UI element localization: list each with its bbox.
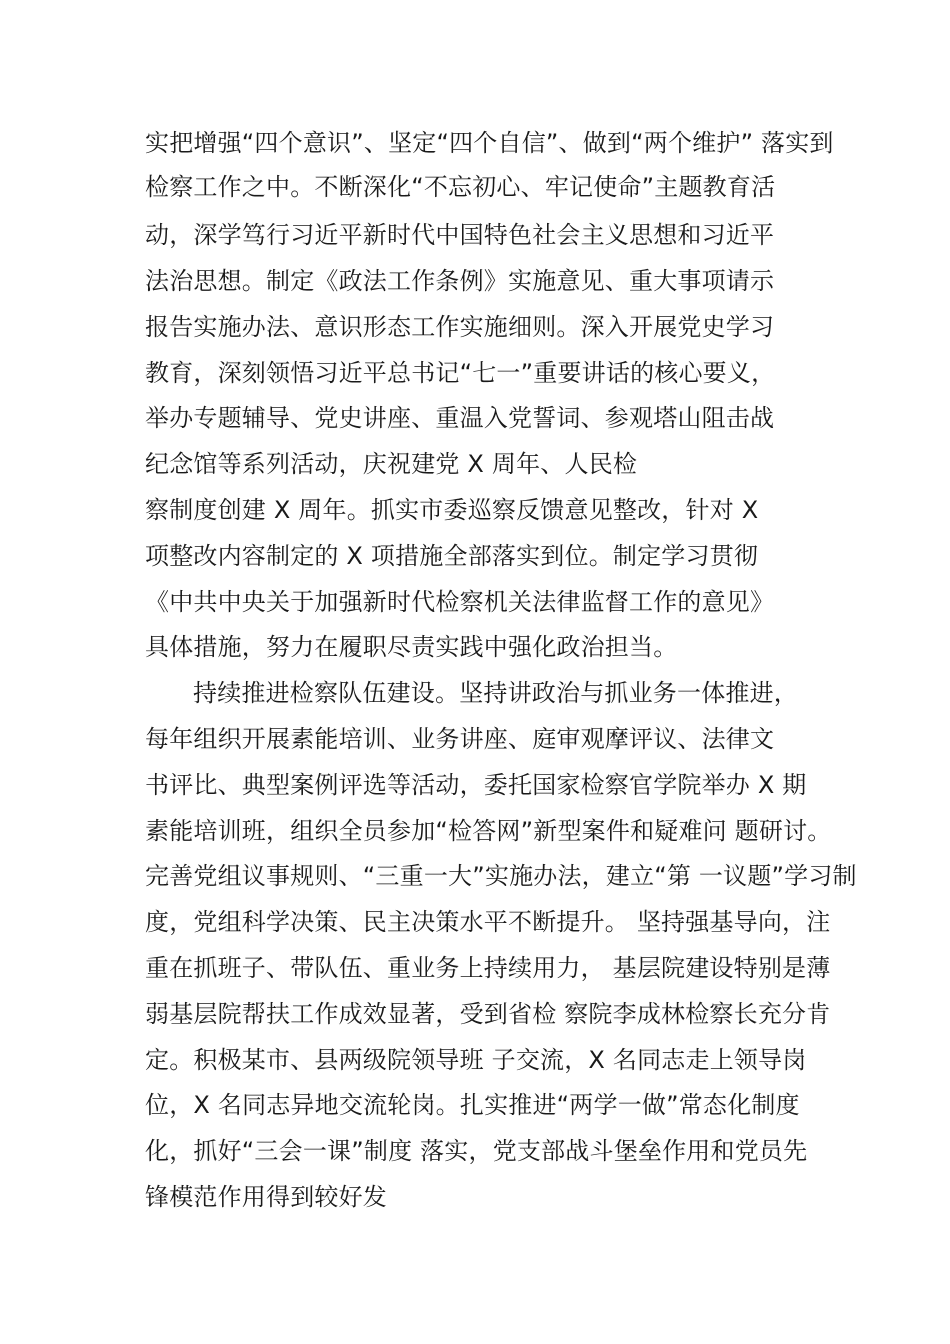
text-line: 具体措施，努力在履职尽责实践中强化政治担当。 [145, 633, 678, 661]
text-line: 位，X 名同志异地交流轮岗。扎实推进“两学一做”常态化制度 [145, 1091, 800, 1119]
text-line: 定。积极某市、县两级院领导班 子交流，X 名同志走上领导岗 [145, 1046, 807, 1074]
text-line: 弱基层院帮扶工作成效显著，受到省检 察院李成林检察长充分肯 [145, 1000, 831, 1028]
text-line: 实把增强“四个意识”、坚定“四个自信”、做到“两个维护” 落实到 [145, 129, 834, 157]
text-line: 完善党组议事规则、“三重一大”实施办法，建立“第 一议题”学习制 [145, 862, 857, 890]
text-line: 《中共中央关于加强新时代检察机关法律监督工作的意见》 [145, 588, 775, 616]
text-line: 每年组织开展素能培训、业务讲座、庭审观摩评议、法律文 [145, 725, 775, 753]
text-line: 化，抓好“三会一课”制度 落实，党支部战斗堡垒作用和党员先 [145, 1137, 808, 1165]
text-line: 举办专题辅导、党史讲座、重温入党誓词、参观塔山阻击战 [145, 404, 775, 432]
paragraph-first-line: 持续推进检察队伍建设。坚持讲政治与抓业务一体推进， [193, 679, 798, 707]
text-line: 项整改内容制定的 X 项措施全部落实到位。制定学习贯彻 [145, 542, 759, 570]
text-line: 察制度创建 X 周年。抓实市委巡察反馈意见整改，针对 X [145, 496, 759, 524]
text-line: 度，党组科学决策、民主决策水平不断提升。 坚持强基导向，注 [145, 908, 831, 936]
text-line: 法治思想。制定《政法工作条例》实施意见、重大事项请示 [145, 267, 775, 295]
text-line: 动，深学笃行习近平新时代中国特色社会主义思想和习近平 [145, 221, 775, 249]
text-line: 素能培训班，组织全员参加“检答网”新型案件和疑难问 题研讨。 [145, 817, 832, 845]
text-line: 报告实施办法、意识形态工作实施细则。深入开展党史学习 [145, 313, 775, 341]
text-line: 检察工作之中。不断深化“不忘初心、牢记使命”主题教育活 [145, 173, 776, 201]
text-line: 重在抓班子、带队伍、重业务上持续用力， 基层院建设特别是薄 [145, 954, 831, 982]
text-line: 纪念馆等系列活动，庆祝建党 X 周年、人民检 [145, 450, 638, 478]
text-line: 锋模范作用得到较好发 [145, 1183, 387, 1211]
text-line: 教育，深刻领悟习近平总书记“七一”重要讲话的核心要义， [145, 359, 776, 387]
text-line: 书评比、典型案例评选等活动，委托国家检察官学院举办 X 期 [145, 771, 807, 799]
